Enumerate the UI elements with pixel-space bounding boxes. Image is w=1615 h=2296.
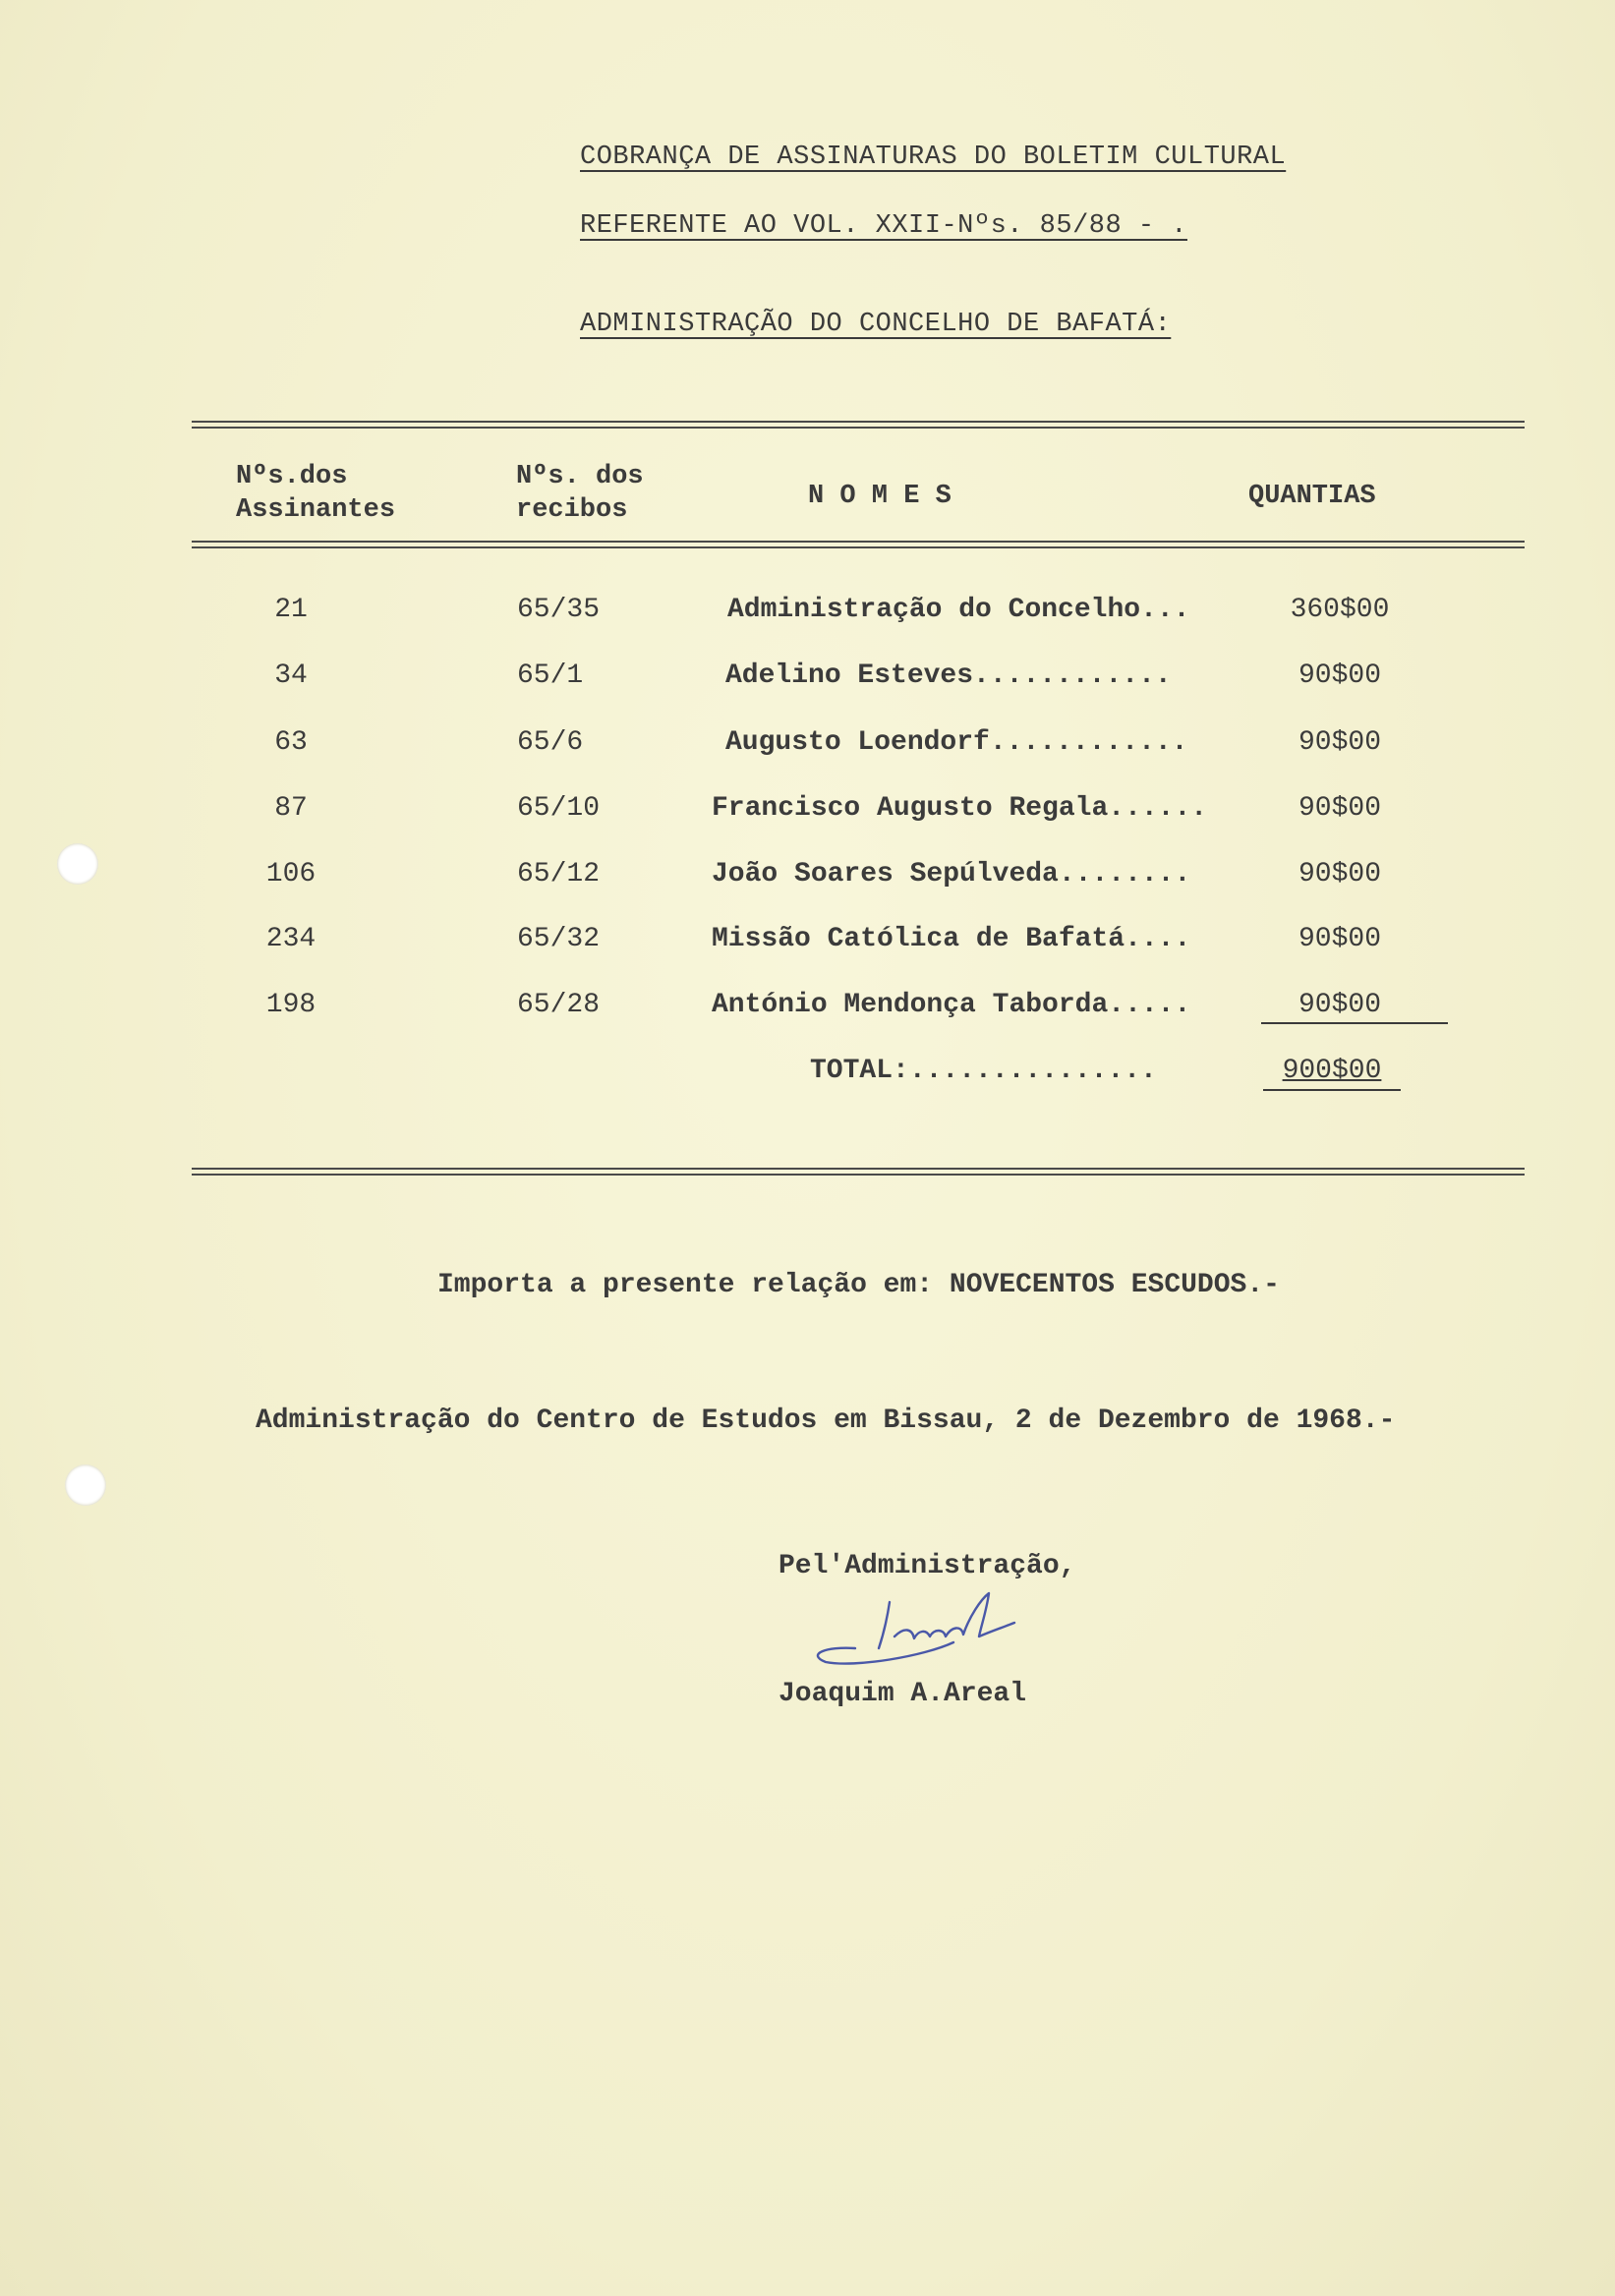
import-statement: Importa a presente relação em: NOVECENTOS ESCUDOS.- [437, 1270, 1280, 1300]
subscriber-number: 63 [274, 727, 308, 758]
receipt-number: 65/35 [517, 595, 601, 625]
column-header-amounts: QUANTIAS [1248, 482, 1376, 511]
amount: 90$00 [1298, 924, 1381, 954]
amount: 90$00 [1298, 727, 1381, 758]
subscriber-name: João Soares Sepúlveda........ [712, 859, 1191, 890]
subscriber-number: 106 [265, 859, 317, 890]
receipt-number: 65/1 [517, 660, 584, 691]
subscriber-number: 21 [274, 595, 308, 625]
signature-closing: Pel'Administração, [779, 1551, 1076, 1581]
subscriber-name: Adelino Esteves............ [725, 660, 1172, 691]
column-header-receipts: Nºs. dos recibos [516, 462, 644, 525]
subscriber-name: António Mendonça Taborda..... [712, 990, 1191, 1020]
heading-reference: REFERENTE AO VOL. XXII-Nºs. 85/88 - . [580, 211, 1187, 241]
punch-hole-bottom [65, 1464, 106, 1506]
receipt-number: 65/10 [517, 793, 601, 824]
total-amount: 900$00 [1282, 1056, 1382, 1086]
subscriber-name: Francisco Augusto Regala...... [712, 793, 1208, 824]
amount: 90$00 [1298, 793, 1381, 824]
total-label: TOTAL:............... [810, 1056, 1157, 1086]
total-underline [1263, 1089, 1401, 1091]
signatory-name: Joaquim A.Areal [779, 1679, 1027, 1709]
heading-title: COBRANÇA DE ASSINATURAS DO BOLETIM CULTURAL [580, 143, 1287, 172]
subscriber-name: Augusto Loendorf............ [725, 727, 1188, 758]
subscriber-number: 198 [265, 990, 317, 1020]
receipt-number: 65/32 [517, 924, 601, 954]
table-header-rule [192, 541, 1525, 548]
heading-administration: ADMINISTRAÇÃO DO CONCELHO DE BAFATÁ: [580, 310, 1172, 339]
amount: 360$00 [1290, 595, 1390, 625]
subscriber-number: 34 [274, 660, 308, 691]
receipt-number: 65/12 [517, 859, 601, 890]
amount: 90$00 [1298, 660, 1381, 691]
amount: 90$00 [1298, 859, 1381, 890]
column-header-subscribers: Nºs.dos Assinantes [236, 462, 396, 525]
receipt-number: 65/6 [517, 727, 584, 758]
handwritten-signature [796, 1587, 1062, 1676]
table-bottom-rule [192, 1168, 1525, 1176]
receipt-number: 65/28 [517, 990, 601, 1020]
subscriber-name: Missão Católica de Bafatá.... [712, 924, 1191, 954]
punch-hole-top [57, 843, 98, 885]
column-header-names: N O M E S [808, 482, 952, 511]
subscriber-number: 234 [265, 924, 317, 954]
place-and-date: Administração do Centro de Estudos em Bissau, 2 de Dezembro de 1968.- [256, 1406, 1396, 1436]
subscriber-name: Administração do Concelho... [727, 595, 1190, 625]
subscriber-number: 87 [274, 793, 308, 824]
table-top-rule [192, 421, 1525, 429]
subtotal-underline [1261, 1022, 1448, 1024]
amount: 90$00 [1298, 990, 1381, 1020]
